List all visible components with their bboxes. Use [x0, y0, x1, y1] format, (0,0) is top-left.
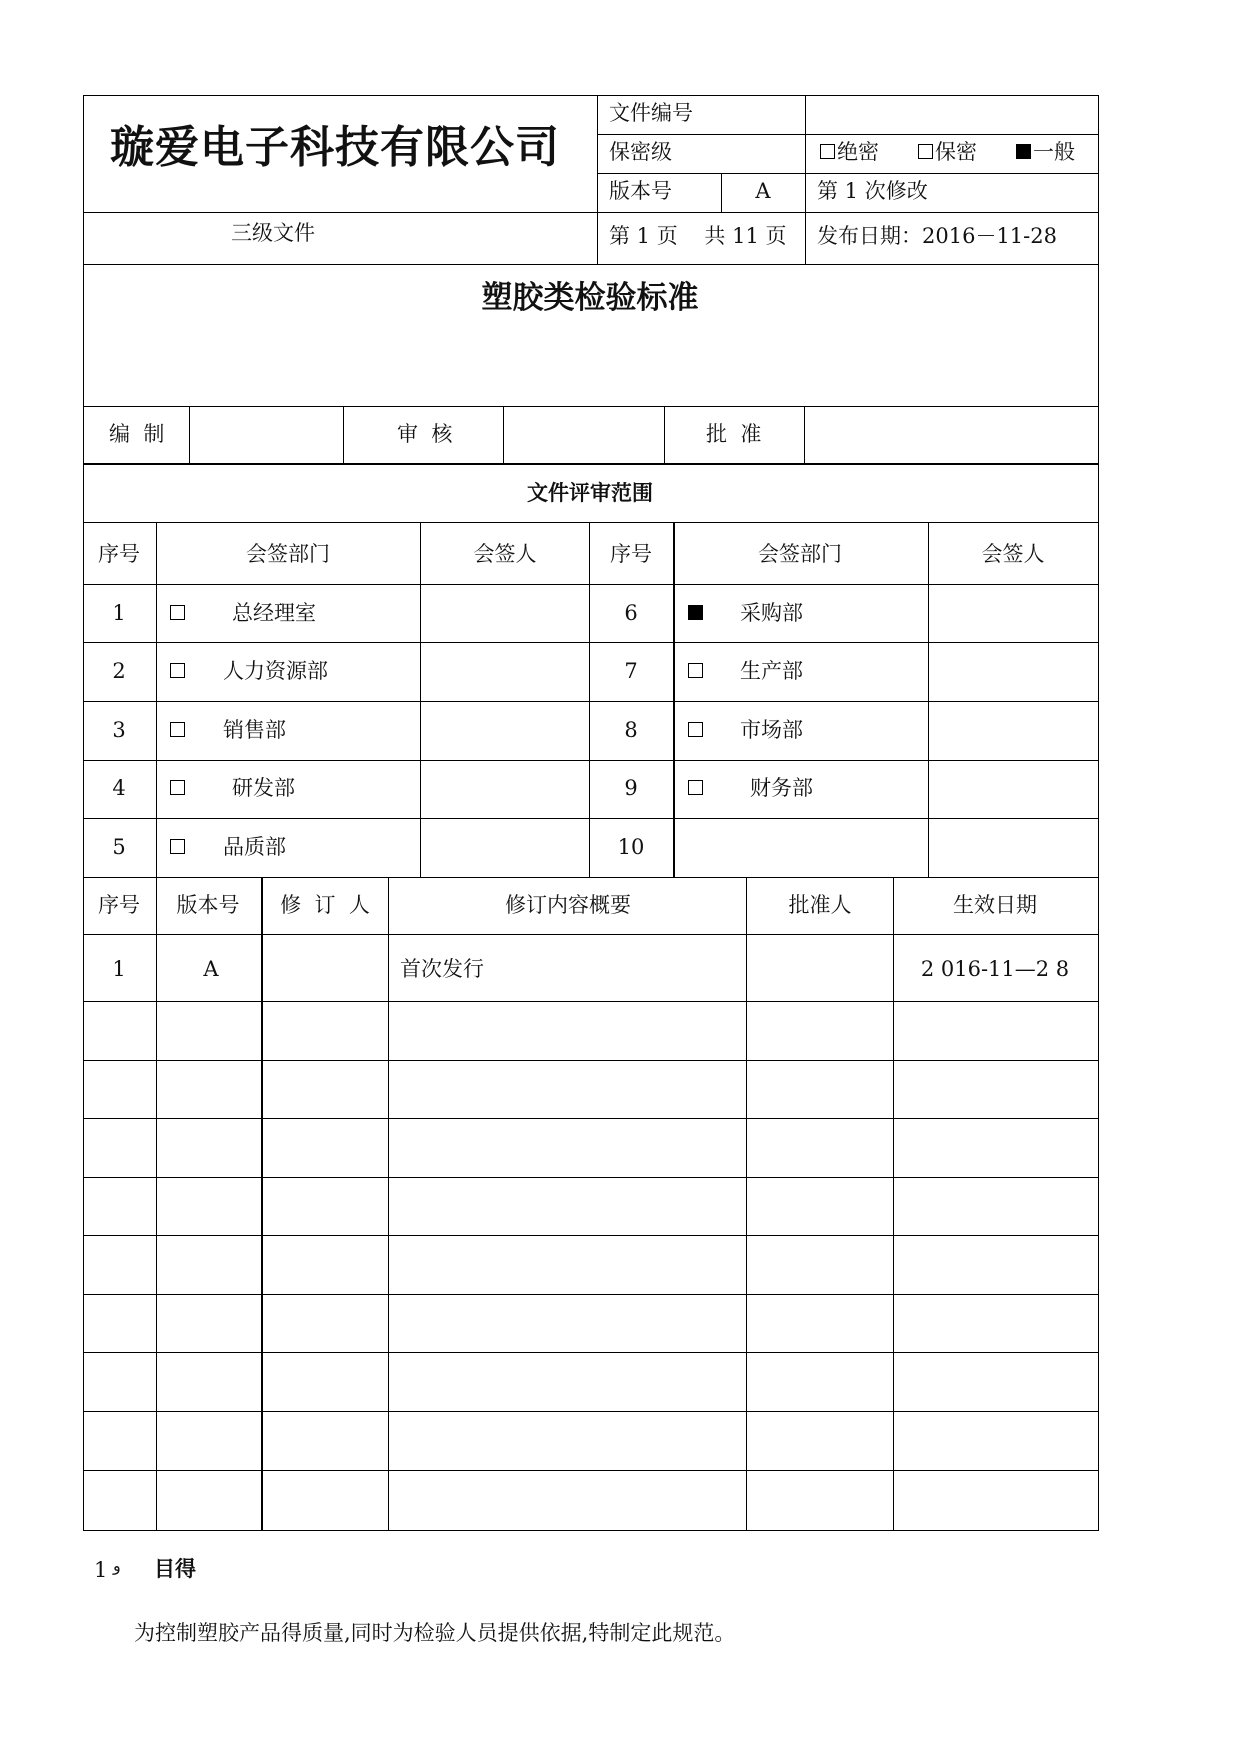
approved-by-label: 批 准	[706, 422, 762, 446]
review-row-dept: 品质部	[223, 835, 286, 859]
version-label: 版本号	[609, 179, 672, 203]
checkbox-icon[interactable]	[688, 722, 703, 737]
column-header-signer: 会签人	[981, 542, 1045, 566]
review-row-dept: 销售部	[223, 718, 286, 742]
column-header-dept: 会签部门	[246, 542, 330, 566]
checkbox-icon[interactable]	[688, 663, 703, 678]
revision-row-date: 2 016-11—2 8	[920, 957, 1070, 981]
review-row-no: 6	[624, 601, 638, 625]
review-row-dept: 总经理室	[232, 601, 316, 625]
column-header-summary: 修订内容概要	[505, 893, 631, 917]
section-mark: و	[113, 1556, 121, 1575]
checkbox-icon[interactable]	[688, 605, 703, 620]
review-row-no: 10	[617, 835, 645, 859]
column-header-version: 版本号	[176, 893, 240, 917]
checkbox-icon[interactable]	[918, 144, 933, 159]
column-header-dept: 会签部门	[758, 542, 842, 566]
checkbox-icon[interactable]	[170, 663, 185, 678]
revision-count: 第 1 次修改	[817, 179, 928, 203]
company-name: 璇爱电子科技有限公司	[110, 122, 560, 173]
column-header-approver: 批准人	[788, 893, 852, 917]
revision-row-summary: 首次发行	[400, 957, 484, 981]
column-header-reviser: 修 订 人	[280, 893, 370, 917]
document-title: 塑胶类检验标准	[481, 280, 699, 316]
security-level-label: 保密级	[609, 140, 672, 164]
column-header-no: 序号	[98, 893, 140, 917]
review-row-dept: 市场部	[740, 718, 803, 742]
publish-date: 发布日期：2016－11-28	[817, 224, 1057, 248]
review-row-dept: 采购部	[740, 601, 803, 625]
review-row-no: 9	[624, 776, 638, 800]
revision-row-version: A	[203, 957, 219, 981]
review-row-dept: 人力资源部	[223, 659, 328, 683]
review-row-no: 3	[112, 718, 126, 742]
security-option-top-secret: 绝密	[837, 140, 879, 164]
security-option-general: 一般	[1033, 140, 1075, 164]
checkbox-icon[interactable]	[1016, 144, 1031, 159]
document-level: 三级文件	[231, 221, 315, 245]
review-row-dept: 研发部	[232, 776, 295, 800]
column-header-effective-date: 生效日期	[953, 893, 1037, 917]
reviewed-by-label: 审 核	[397, 422, 453, 446]
review-row-no: 7	[624, 659, 638, 683]
review-row-dept: 生产部	[740, 659, 803, 683]
review-row-no: 1	[112, 601, 126, 625]
review-row-dept: 财务部	[750, 776, 813, 800]
column-header-no: 序号	[610, 542, 652, 566]
checkbox-icon[interactable]	[170, 839, 185, 854]
revision-row-no: 1	[112, 957, 126, 981]
review-row-no: 4	[112, 776, 126, 800]
checkbox-icon[interactable]	[170, 605, 185, 620]
section-heading: 目得	[154, 1557, 196, 1581]
review-scope-title: 文件评审范围	[527, 481, 653, 505]
checkbox-icon[interactable]	[820, 144, 835, 159]
column-header-no: 序号	[98, 542, 140, 566]
version-value: A	[755, 179, 771, 203]
checkbox-icon[interactable]	[170, 722, 185, 737]
column-header-signer: 会签人	[473, 542, 537, 566]
review-row-no: 5	[112, 835, 126, 859]
review-row-no: 8	[624, 718, 638, 742]
doc-number-label: 文件编号	[609, 101, 693, 125]
security-option-confidential: 保密	[935, 140, 977, 164]
page-info: 第 1 页 共 11 页	[609, 224, 787, 248]
prepared-by-label: 编 制	[109, 422, 165, 446]
checkbox-icon[interactable]	[170, 780, 185, 795]
section-body: 为控制塑胶产品得质量,同时为检验人员提供依据,特制定此规范。	[134, 1621, 736, 1645]
section-number: 1	[94, 1558, 108, 1582]
checkbox-icon[interactable]	[688, 780, 703, 795]
review-row-no: 2	[112, 659, 126, 683]
